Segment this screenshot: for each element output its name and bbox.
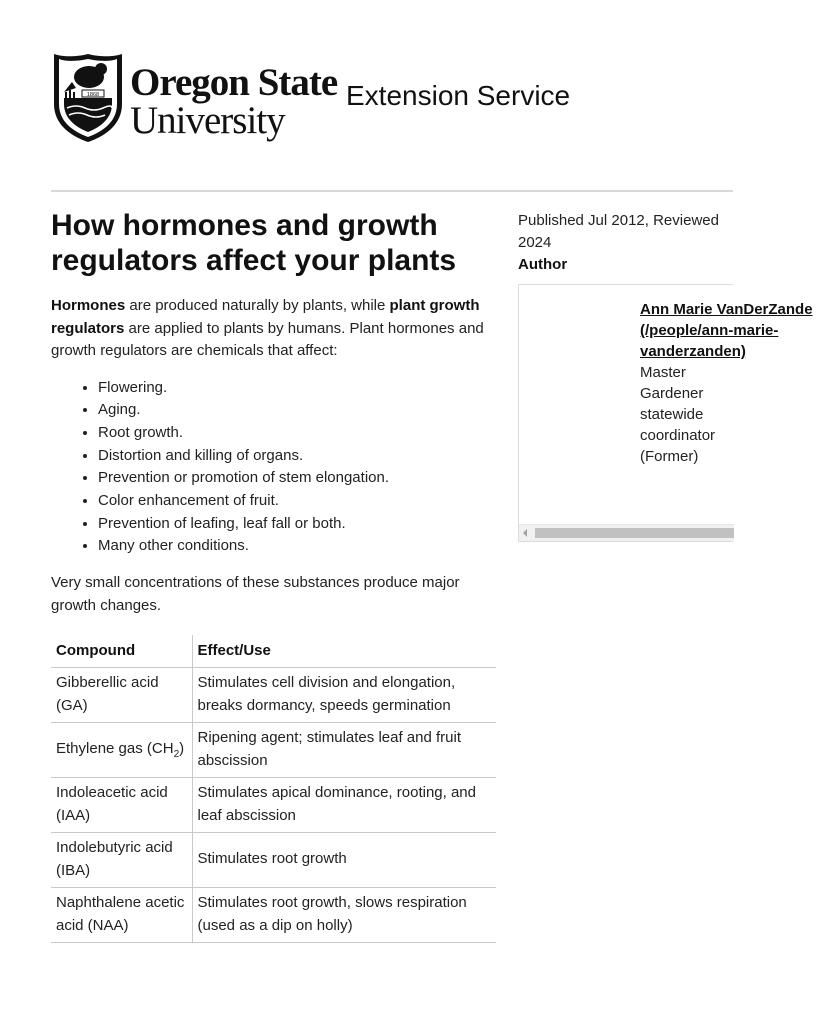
table-row bbox=[51, 887, 496, 942]
summary-paragraph: Very small concentrations of these substances produce major growth changes. bbox=[51, 574, 460, 614]
list-item: • Prevention or promotion of stem elongation. bbox=[98, 467, 496, 490]
list-item: • Prevention of leafing, leaf fall or both. bbox=[98, 513, 496, 536]
compound-text-end: ) bbox=[179, 740, 185, 758]
intro-term-hormones: Hormones bbox=[51, 297, 126, 314]
effect-cell: Stimulates root growth bbox=[192, 832, 496, 887]
list-item: • Many other conditions. bbox=[98, 535, 496, 558]
compound-cell: Indoleacetic acid (IAA) bbox=[51, 777, 192, 832]
effect-cell: Stimulates root growth, slows respiration (used as a dip on holly) bbox=[192, 887, 496, 942]
column-header-effect: Effect/Use bbox=[197, 641, 271, 659]
header-divider bbox=[51, 190, 733, 192]
compound-table bbox=[51, 635, 496, 943]
university-wordmark[interactable] bbox=[130, 61, 338, 142]
site-header bbox=[52, 52, 732, 152]
subscript-two: 2 bbox=[173, 749, 180, 761]
intro-term-regulators: plant growth regulators bbox=[51, 297, 480, 337]
table-row bbox=[51, 832, 496, 887]
list-item: • Root growth. bbox=[98, 422, 496, 445]
compound-cell: Naphthalene acetic acid (NAA) bbox=[51, 887, 192, 942]
author-role: Master Gardener statewide coordinator (Former) bbox=[640, 364, 716, 465]
list-item: • Aging. bbox=[98, 399, 496, 422]
wordmark-line-2: University bbox=[130, 99, 285, 142]
table-row bbox=[51, 722, 496, 777]
list-item: • Distortion and killing of organs. bbox=[98, 445, 496, 468]
effect-cell: Stimulates cell division and elongation, breaks dormancy, speeds germination bbox=[192, 667, 496, 722]
publish-date: Published Jul 2012, Reviewed 2024 bbox=[518, 212, 719, 251]
list-item: • Flowering. bbox=[98, 377, 496, 400]
horizontal-scrollbar[interactable] bbox=[519, 524, 734, 541]
osu-seal-logo[interactable] bbox=[52, 52, 124, 144]
effect-cell: Ripening agent; stimulates leaf and fruit abscission bbox=[192, 722, 496, 777]
author-info bbox=[640, 299, 840, 467]
table-row bbox=[51, 777, 496, 832]
scroll-left-icon[interactable] bbox=[523, 529, 527, 537]
column-header-compound: Compound bbox=[51, 635, 192, 667]
compound-cell: Indolebutyric acid (IBA) bbox=[51, 832, 192, 887]
compound-text: Ethylene gas (CH bbox=[56, 740, 174, 758]
page-title: How hormones and growth regulators affect your plants bbox=[51, 209, 457, 277]
intro-text-2: are applied to plants by humans. Plant hormones and growth regulators are chemicals that affect: bbox=[51, 319, 484, 359]
effect-cell: Stimulates apical dominance, rooting, and leaf abscission bbox=[192, 777, 496, 832]
table-row bbox=[51, 667, 496, 722]
effects-list bbox=[51, 377, 496, 559]
intro-text-1: are produced naturally by plants, while bbox=[125, 297, 390, 314]
author-heading: Author bbox=[518, 256, 568, 273]
table-header-row bbox=[51, 635, 496, 667]
seal-year: 1868 bbox=[86, 92, 100, 98]
scrollbar-thumb[interactable] bbox=[535, 528, 734, 538]
intro-paragraph bbox=[51, 295, 496, 363]
author-card[interactable] bbox=[518, 284, 813, 542]
article-main bbox=[51, 208, 496, 943]
compound-cell: Gibberellic acid (GA) bbox=[51, 667, 192, 722]
extension-service-title[interactable]: Extension Service bbox=[346, 80, 571, 111]
wordmark-line-1: Oregon State bbox=[130, 61, 338, 104]
compound-cell bbox=[51, 722, 192, 777]
author-name-link[interactable]: Ann Marie VanDerZande (/people/ann-marie-vanderzanden) bbox=[640, 301, 813, 360]
article-sidebar bbox=[518, 210, 813, 542]
list-item: • Color enhancement of fruit. bbox=[98, 490, 496, 513]
